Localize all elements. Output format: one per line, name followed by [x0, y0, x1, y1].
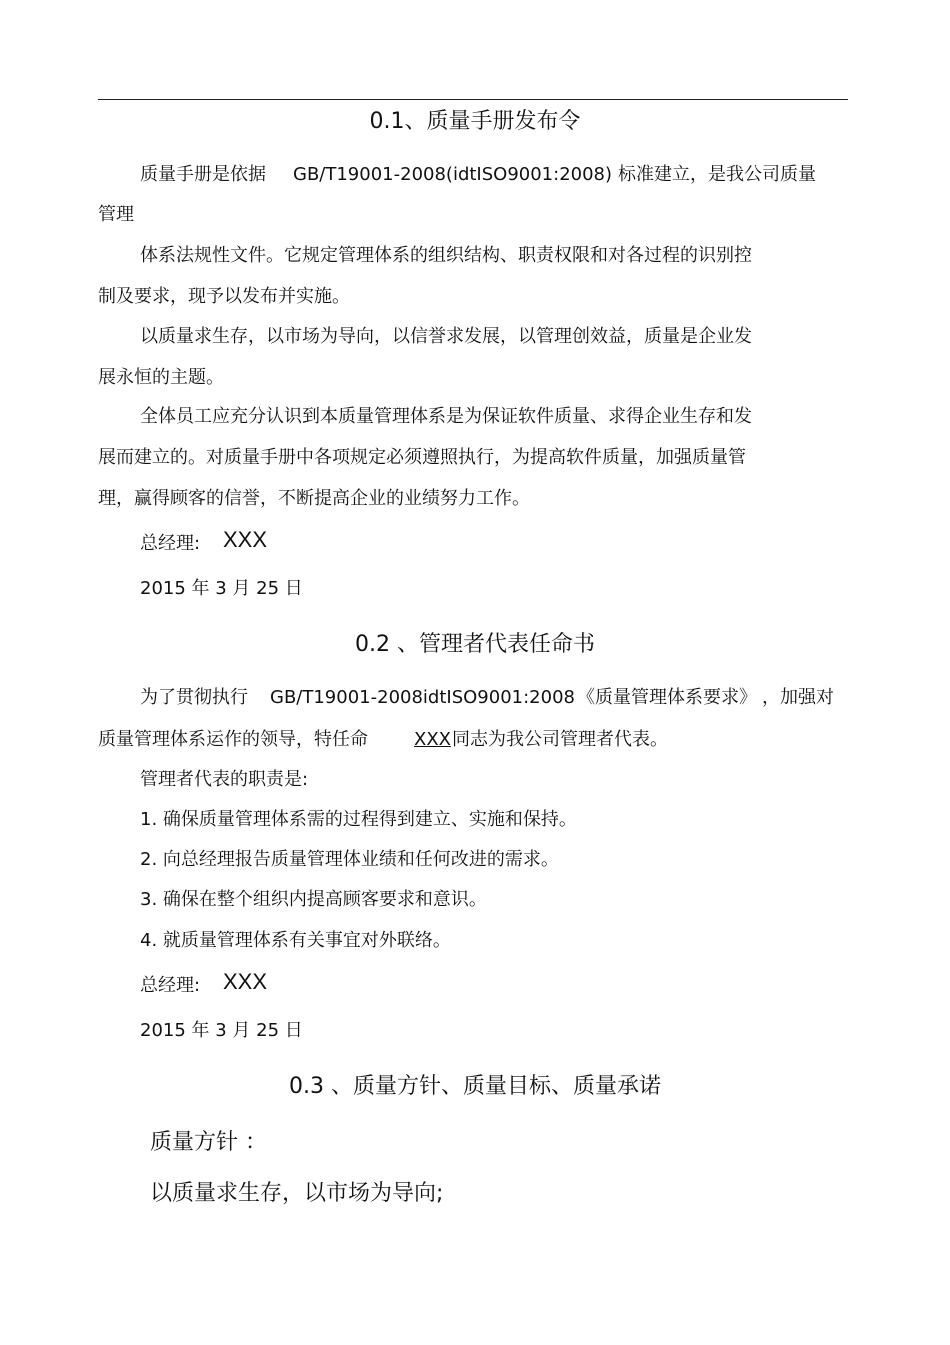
paragraph-text: 制及要求，现予以发布并实施。: [98, 286, 350, 307]
paragraph-text: 展永恒的主题。: [98, 367, 224, 388]
policy-text: 以质量求生存，以市场为导向;: [150, 1181, 444, 1206]
paragraph-text: 同志为我公司管理者代表。: [452, 729, 668, 750]
duty-item: 2. 向总经理报告质量管理体业绩和任何改进的需求。: [140, 849, 559, 870]
appointee-name: XXX: [414, 729, 451, 750]
signature-name: XXX: [223, 527, 268, 552]
section-title-appointment: 0.2 、管理者代表任命书: [355, 632, 595, 657]
signature-name: XXX: [223, 969, 268, 994]
header-rule: [98, 99, 848, 100]
signature-date: 2015 年 3 月 25 日: [140, 1020, 303, 1041]
paragraph-text: 质量手册是依据: [140, 164, 266, 185]
duty-item: 4. 就质量管理体系有关事宜对外联络。: [140, 930, 451, 951]
standard-code: GB/T19001-2008idtISO9001:2008: [270, 687, 575, 708]
duty-item: 3. 确保在整个组织内提高顾客要求和意识。: [140, 889, 487, 910]
standard-title: 《质量管理体系要求》: [577, 687, 757, 708]
paragraph-text: ，加强对: [762, 687, 834, 708]
paragraph-text: 质量管理体系运作的领导，特任命: [98, 729, 368, 750]
paragraph-text: 为了贯彻执行: [140, 687, 248, 708]
section-title-release-order: 0.1、质量手册发布令: [369, 109, 581, 134]
paragraph-text: 管理: [98, 204, 134, 225]
signature-label: 总经理:: [140, 975, 201, 996]
paragraph-text: 标准建立，是我公司质量: [618, 164, 816, 185]
paragraph-text: 全体员工应充分认识到本质量管理体系是为保证软件质量、求得企业生存和发: [140, 406, 752, 427]
paragraph-text: 以质量求生存，以市场为导向，以信誉求发展，以管理创效益，质量是企业发: [140, 326, 752, 347]
signature-label: 总经理:: [140, 533, 201, 554]
policy-label: 质量方针 ：: [150, 1130, 267, 1155]
paragraph-text: 展而建立的。对质量手册中各项规定必须遵照执行，为提高软件质量，加强质量管: [98, 447, 746, 468]
paragraph-text: 理，赢得顾客的信誉，不断提高企业的业绩努力工作。: [98, 488, 530, 509]
signature-date: 2015 年 3 月 25 日: [140, 578, 303, 599]
duty-item: 1. 确保质量管理体系需的过程得到建立、实施和保持。: [140, 809, 577, 830]
paragraph-text: 体系法规性文件。它规定管理体系的组织结构、职责权限和对各过程的识别控: [140, 245, 752, 266]
standard-code: GB/T19001-2008(idtISO9001:2008): [293, 164, 613, 185]
duties-label: 管理者代表的职责是:: [140, 769, 309, 790]
section-title-quality-policy: 0.3 、质量方针、质量目标、质量承诺: [289, 1074, 661, 1099]
